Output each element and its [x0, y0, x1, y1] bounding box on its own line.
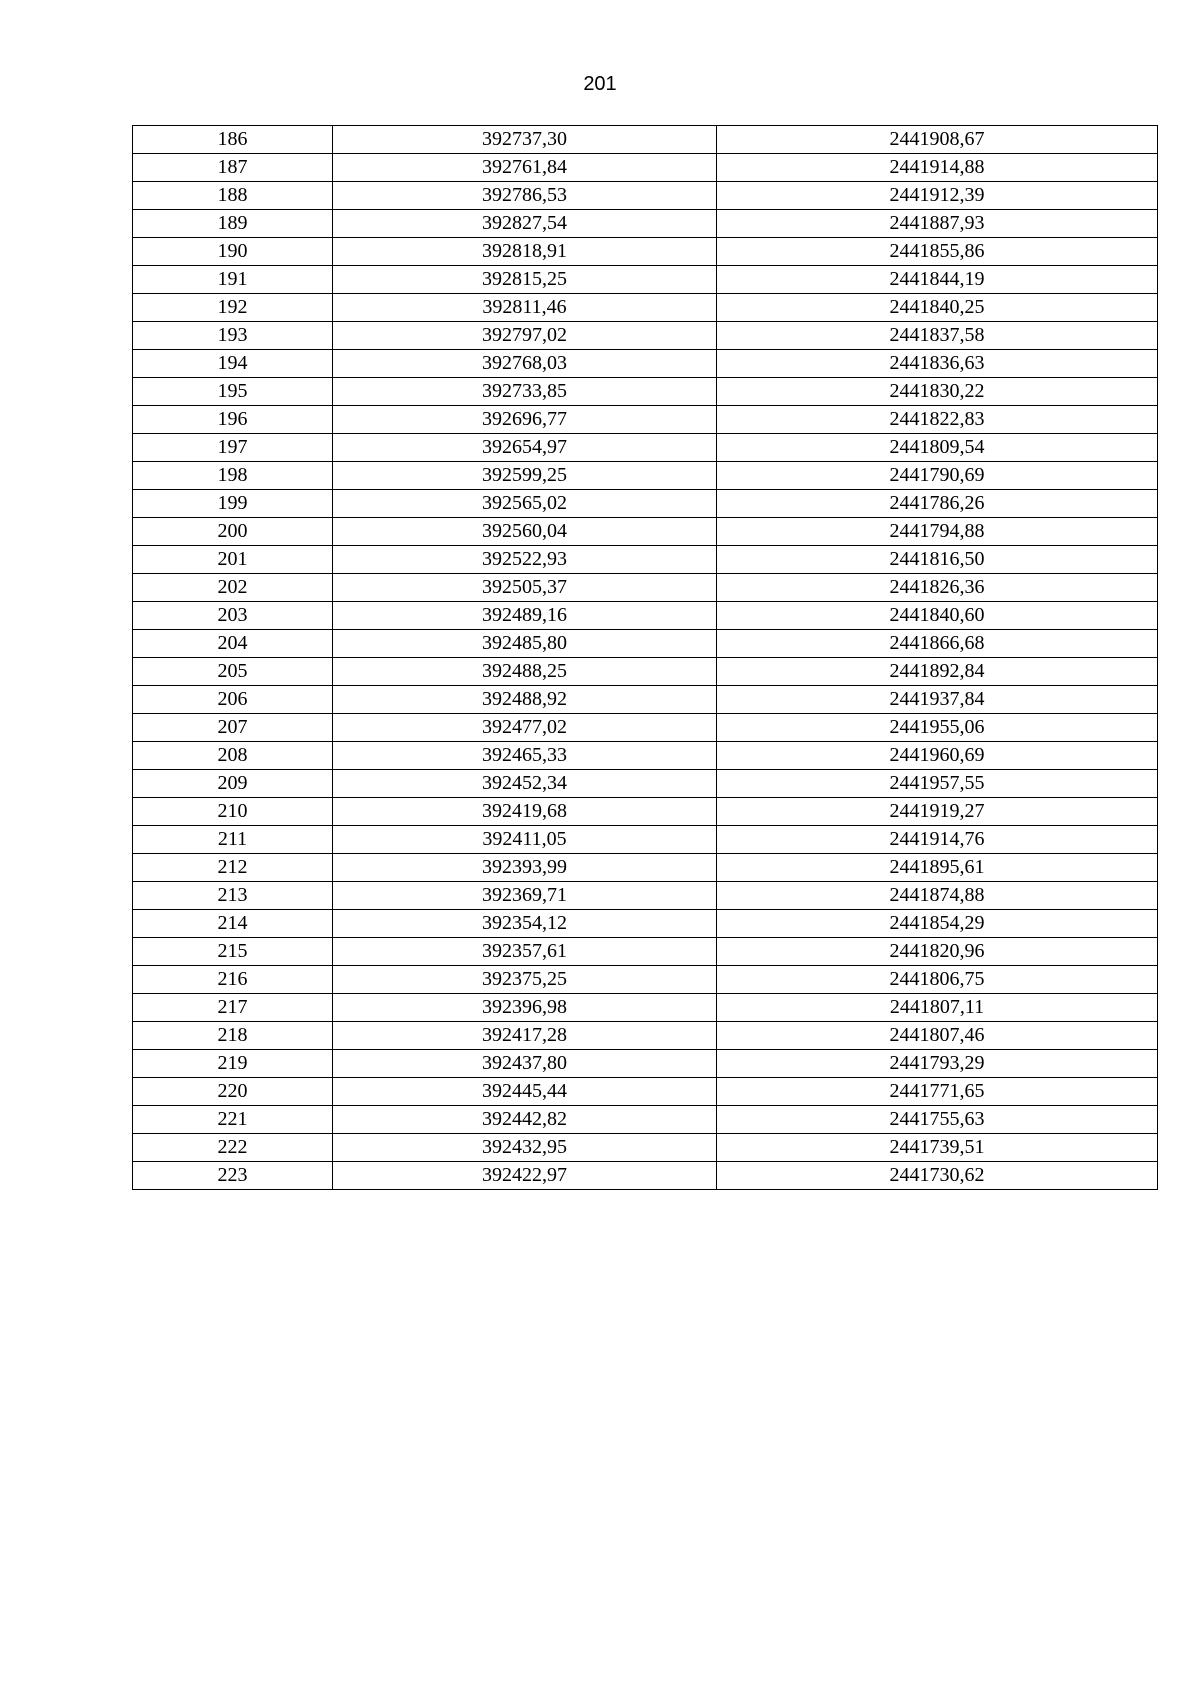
point-number-cell: 201: [133, 546, 333, 574]
point-number-cell: 203: [133, 602, 333, 630]
x-coordinate-cell: 392417,28: [333, 1022, 717, 1050]
x-coordinate-cell: 392393,99: [333, 854, 717, 882]
y-coordinate-cell: 2441794,88: [717, 518, 1158, 546]
y-coordinate-cell: 2441866,68: [717, 630, 1158, 658]
x-coordinate-cell: 392452,34: [333, 770, 717, 798]
point-number-cell: 215: [133, 938, 333, 966]
y-coordinate-cell: 2441830,22: [717, 378, 1158, 406]
y-coordinate-cell: 2441844,19: [717, 266, 1158, 294]
x-coordinate-cell: 392437,80: [333, 1050, 717, 1078]
point-number-cell: 196: [133, 406, 333, 434]
y-coordinate-cell: 2441895,61: [717, 854, 1158, 882]
point-number-cell: 189: [133, 210, 333, 238]
y-coordinate-cell: 2441771,65: [717, 1078, 1158, 1106]
y-coordinate-cell: 2441807,46: [717, 1022, 1158, 1050]
x-coordinate-cell: 392737,30: [333, 126, 717, 154]
y-coordinate-cell: 2441816,50: [717, 546, 1158, 574]
x-coordinate-cell: 392768,03: [333, 350, 717, 378]
coordinates-table: [132, 125, 1158, 1190]
y-coordinate-cell: 2441887,93: [717, 210, 1158, 238]
x-coordinate-cell: 392696,77: [333, 406, 717, 434]
y-coordinate-cell: 2441793,29: [717, 1050, 1158, 1078]
x-coordinate-cell: 392445,44: [333, 1078, 717, 1106]
x-coordinate-cell: 392505,37: [333, 574, 717, 602]
x-coordinate-cell: 392786,53: [333, 182, 717, 210]
x-coordinate-cell: 392354,12: [333, 910, 717, 938]
table-row: [133, 966, 1158, 994]
table-row: [133, 1106, 1158, 1134]
y-coordinate-cell: 2441892,84: [717, 658, 1158, 686]
y-coordinate-cell: 2441908,67: [717, 126, 1158, 154]
y-coordinate-cell: 2441755,63: [717, 1106, 1158, 1134]
point-number-cell: 191: [133, 266, 333, 294]
x-coordinate-cell: 392654,97: [333, 434, 717, 462]
table-row: [133, 938, 1158, 966]
table-row: [133, 154, 1158, 182]
point-number-cell: 205: [133, 658, 333, 686]
x-coordinate-cell: 392761,84: [333, 154, 717, 182]
y-coordinate-cell: 2441957,55: [717, 770, 1158, 798]
point-number-cell: 219: [133, 1050, 333, 1078]
point-number-cell: 223: [133, 1162, 333, 1190]
table-row: [133, 378, 1158, 406]
table-row: [133, 826, 1158, 854]
point-number-cell: 222: [133, 1134, 333, 1162]
table-row: [133, 434, 1158, 462]
point-number-cell: 216: [133, 966, 333, 994]
table-row: [133, 742, 1158, 770]
table-row: [133, 1078, 1158, 1106]
y-coordinate-cell: 2441822,83: [717, 406, 1158, 434]
y-coordinate-cell: 2441955,06: [717, 714, 1158, 742]
table-row: [133, 1134, 1158, 1162]
point-number-cell: 197: [133, 434, 333, 462]
table-row: [133, 574, 1158, 602]
table-row: [133, 546, 1158, 574]
y-coordinate-cell: 2441820,96: [717, 938, 1158, 966]
point-number-cell: 212: [133, 854, 333, 882]
table-row: [133, 1050, 1158, 1078]
y-coordinate-cell: 2441809,54: [717, 434, 1158, 462]
table-row: [133, 182, 1158, 210]
x-coordinate-cell: 392811,46: [333, 294, 717, 322]
table-row: [133, 322, 1158, 350]
table-row: [133, 910, 1158, 938]
point-number-cell: 195: [133, 378, 333, 406]
x-coordinate-cell: 392818,91: [333, 238, 717, 266]
table-row: [133, 770, 1158, 798]
x-coordinate-cell: 392733,85: [333, 378, 717, 406]
x-coordinate-cell: 392396,98: [333, 994, 717, 1022]
point-number-cell: 204: [133, 630, 333, 658]
y-coordinate-cell: 2441912,39: [717, 182, 1158, 210]
point-number-cell: 213: [133, 882, 333, 910]
y-coordinate-cell: 2441790,69: [717, 462, 1158, 490]
table-row: [133, 1162, 1158, 1190]
table-row: [133, 714, 1158, 742]
y-coordinate-cell: 2441730,62: [717, 1162, 1158, 1190]
table-row: [133, 294, 1158, 322]
y-coordinate-cell: 2441960,69: [717, 742, 1158, 770]
x-coordinate-cell: 392522,93: [333, 546, 717, 574]
point-number-cell: 220: [133, 1078, 333, 1106]
table-row: [133, 406, 1158, 434]
table-row: [133, 798, 1158, 826]
point-number-cell: 199: [133, 490, 333, 518]
table-row: [133, 882, 1158, 910]
x-coordinate-cell: 392565,02: [333, 490, 717, 518]
x-coordinate-cell: 392432,95: [333, 1134, 717, 1162]
point-number-cell: 188: [133, 182, 333, 210]
y-coordinate-cell: 2441855,86: [717, 238, 1158, 266]
y-coordinate-cell: 2441840,60: [717, 602, 1158, 630]
point-number-cell: 211: [133, 826, 333, 854]
point-number-cell: 200: [133, 518, 333, 546]
point-number-cell: 218: [133, 1022, 333, 1050]
x-coordinate-cell: 392369,71: [333, 882, 717, 910]
x-coordinate-cell: 392465,33: [333, 742, 717, 770]
point-number-cell: 207: [133, 714, 333, 742]
table-row: [133, 686, 1158, 714]
point-number-cell: 217: [133, 994, 333, 1022]
x-coordinate-cell: 392827,54: [333, 210, 717, 238]
point-number-cell: 186: [133, 126, 333, 154]
table-row: [133, 350, 1158, 378]
x-coordinate-cell: 392411,05: [333, 826, 717, 854]
table-row: [133, 630, 1158, 658]
table-row: [133, 126, 1158, 154]
x-coordinate-cell: 392599,25: [333, 462, 717, 490]
y-coordinate-cell: 2441836,63: [717, 350, 1158, 378]
x-coordinate-cell: 392560,04: [333, 518, 717, 546]
point-number-cell: 214: [133, 910, 333, 938]
y-coordinate-cell: 2441807,11: [717, 994, 1158, 1022]
x-coordinate-cell: 392488,25: [333, 658, 717, 686]
table-row: [133, 658, 1158, 686]
x-coordinate-cell: 392375,25: [333, 966, 717, 994]
point-number-cell: 210: [133, 798, 333, 826]
table-row: [133, 602, 1158, 630]
table-row: [133, 462, 1158, 490]
point-number-cell: 209: [133, 770, 333, 798]
y-coordinate-cell: 2441919,27: [717, 798, 1158, 826]
point-number-cell: 206: [133, 686, 333, 714]
table-row: [133, 210, 1158, 238]
point-number-cell: 208: [133, 742, 333, 770]
y-coordinate-cell: 2441874,88: [717, 882, 1158, 910]
y-coordinate-cell: 2441854,29: [717, 910, 1158, 938]
x-coordinate-cell: 392815,25: [333, 266, 717, 294]
table-row: [133, 490, 1158, 518]
table-row: [133, 1022, 1158, 1050]
y-coordinate-cell: 2441914,76: [717, 826, 1158, 854]
point-number-cell: 202: [133, 574, 333, 602]
table-row: [133, 238, 1158, 266]
table-row: [133, 994, 1158, 1022]
point-number-cell: 193: [133, 322, 333, 350]
table-row: [133, 518, 1158, 546]
y-coordinate-cell: 2441739,51: [717, 1134, 1158, 1162]
point-number-cell: 192: [133, 294, 333, 322]
x-coordinate-cell: 392357,61: [333, 938, 717, 966]
page-number: 201: [583, 73, 617, 95]
x-coordinate-cell: 392419,68: [333, 798, 717, 826]
table-row: [133, 266, 1158, 294]
x-coordinate-cell: 392477,02: [333, 714, 717, 742]
point-number-cell: 190: [133, 238, 333, 266]
y-coordinate-cell: 2441937,84: [717, 686, 1158, 714]
table-row: [133, 854, 1158, 882]
x-coordinate-cell: 392442,82: [333, 1106, 717, 1134]
y-coordinate-cell: 2441840,25: [717, 294, 1158, 322]
y-coordinate-cell: 2441837,58: [717, 322, 1158, 350]
x-coordinate-cell: 392485,80: [333, 630, 717, 658]
y-coordinate-cell: 2441914,88: [717, 154, 1158, 182]
x-coordinate-cell: 392488,92: [333, 686, 717, 714]
point-number-cell: 187: [133, 154, 333, 182]
y-coordinate-cell: 2441786,26: [717, 490, 1158, 518]
x-coordinate-cell: 392797,02: [333, 322, 717, 350]
coordinates-table-body: [133, 126, 1158, 1190]
x-coordinate-cell: 392489,16: [333, 602, 717, 630]
y-coordinate-cell: 2441806,75: [717, 966, 1158, 994]
point-number-cell: 221: [133, 1106, 333, 1134]
y-coordinate-cell: 2441826,36: [717, 574, 1158, 602]
point-number-cell: 194: [133, 350, 333, 378]
point-number-cell: 198: [133, 462, 333, 490]
x-coordinate-cell: 392422,97: [333, 1162, 717, 1190]
